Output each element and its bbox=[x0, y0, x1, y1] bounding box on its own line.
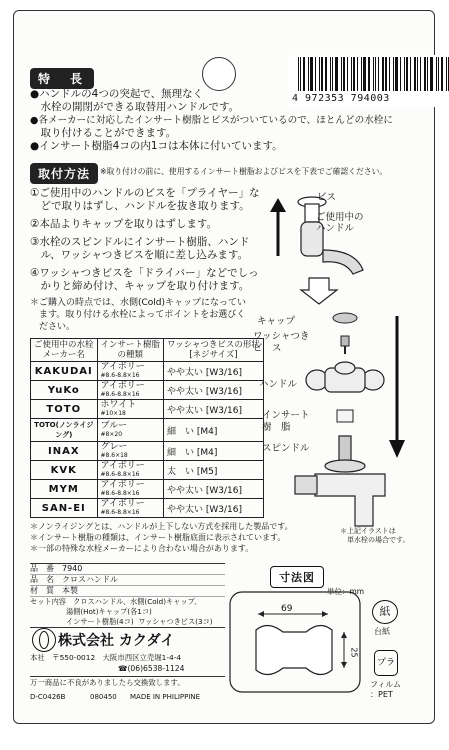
barcode-bar bbox=[427, 57, 428, 91]
barcode-bar bbox=[389, 57, 390, 91]
illustration-note: ＊上記イラストは 単水栓の場合です。 bbox=[340, 527, 410, 544]
barcode-bar bbox=[438, 57, 439, 91]
cell-maker: YuKo bbox=[31, 381, 98, 400]
barcode-bar bbox=[414, 57, 416, 91]
install-heading: 取付方法 bbox=[30, 163, 98, 184]
barcode-bar bbox=[410, 57, 411, 91]
cap-part bbox=[333, 313, 357, 323]
resin-color: アイボリー bbox=[100, 499, 145, 509]
install-step: ル、ワッシャつきビスを順に差し込みます。 bbox=[30, 249, 249, 261]
header-maker: ご使用中の水栓 メーカー名 bbox=[31, 339, 98, 362]
cell-resin bbox=[97, 461, 164, 480]
resin-color: グレー bbox=[100, 442, 128, 452]
barcode-bar bbox=[335, 57, 338, 91]
table-row bbox=[31, 499, 264, 518]
table-row bbox=[31, 480, 264, 499]
cell-screw: やや太い [W3/16] bbox=[164, 362, 264, 381]
company-logo-icon bbox=[32, 628, 56, 652]
install-note: ※取り付けの前に、使用するインサート樹脂およびビスを下表でご確認ください。 bbox=[100, 167, 388, 176]
label-washer-screw: ワッシャつき ビ ス bbox=[253, 331, 310, 354]
cell-screw: やや太い [W3/16] bbox=[164, 499, 264, 518]
resin-color: ホワイト bbox=[100, 400, 137, 410]
barcode-bar bbox=[298, 57, 299, 91]
lot-code: 080450 bbox=[90, 693, 117, 701]
product-code: D-C0426B bbox=[30, 693, 66, 701]
purchase-note: ださい。 bbox=[30, 322, 76, 332]
cell-resin bbox=[97, 499, 164, 518]
features-line: 水栓の開閉ができる取替用ハンドルです。 bbox=[30, 101, 240, 113]
resin-size: #8.6×18 bbox=[100, 452, 128, 459]
install-step: どで取りはずし、ハンドルを抜き取ります。 bbox=[30, 200, 250, 212]
barcode-bar bbox=[303, 57, 305, 91]
table-row bbox=[31, 400, 264, 419]
resin-color: ブルー bbox=[100, 421, 128, 431]
resin-size: #10×18 bbox=[100, 410, 126, 417]
note-line: ＊一部の特殊な水栓メーカーにより合わない場合があります。 bbox=[30, 544, 254, 553]
resin-color: アイボリー bbox=[100, 362, 145, 372]
features-line: ●インサート樹脂4コの内1コは本体に付いています。 bbox=[30, 140, 283, 152]
resin-color: アイボリー bbox=[100, 461, 145, 471]
barcode-bar bbox=[357, 57, 358, 91]
cell-maker: INAX bbox=[31, 442, 98, 461]
info-row: 湯側(Hot)キャップ(各1コ) bbox=[30, 607, 152, 616]
barcode-bar bbox=[395, 57, 398, 91]
company-tel: ☎(06)6538-1124 bbox=[118, 664, 185, 673]
cell-screw: 細 い [M4] bbox=[164, 442, 264, 461]
info-row: 材 質 本製 bbox=[30, 586, 225, 597]
barcode-bar bbox=[446, 57, 447, 91]
barcode-bar bbox=[393, 57, 394, 91]
barcode-bar bbox=[343, 57, 345, 91]
barcode-bar bbox=[347, 57, 348, 91]
dimensions-heading: 寸法図 bbox=[270, 566, 324, 588]
cell-resin bbox=[97, 442, 164, 461]
warranty-note: 万一商品に不良がありましたら交換致します。 bbox=[30, 676, 225, 688]
barcode bbox=[288, 55, 438, 107]
table-row bbox=[31, 362, 264, 381]
barcode-bar bbox=[382, 57, 384, 91]
barcode-bar bbox=[361, 57, 362, 91]
cell-resin bbox=[97, 480, 164, 499]
barcode-bar bbox=[373, 57, 374, 91]
plastic-recycle-label: プラ bbox=[376, 658, 395, 668]
resin-size: #8.6-8.8×16 bbox=[100, 490, 140, 497]
cell-screw: やや太い [W3/16] bbox=[164, 480, 264, 499]
purchase-note: ます。取り付ける水栓によってポイントをお選びく bbox=[30, 310, 246, 320]
install-step: ④ワッシャつきビスを「ドライバー」などでしっ bbox=[30, 267, 259, 279]
note-line: ＊インサート樹脂の種類は、インサート樹脂底面に表示されています。 bbox=[30, 533, 286, 542]
dimension-drawing bbox=[228, 590, 363, 695]
barcode-bar bbox=[332, 57, 333, 91]
barcode-bar bbox=[308, 57, 309, 91]
resin-size: #8.6-8.8×16 bbox=[100, 509, 140, 516]
features-line: 取り付けることができます。 bbox=[30, 127, 177, 139]
resin-size: #8.6-8.8×16 bbox=[100, 391, 140, 398]
cell-screw: 細 い [M4] bbox=[164, 419, 264, 442]
barcode-bar bbox=[363, 57, 366, 91]
install-step: ③水栓のスピンドルにインサート樹脂、ハンド bbox=[30, 236, 250, 248]
cell-maker: TOTO(ノンライジング) bbox=[31, 419, 98, 442]
barcode-bar bbox=[375, 57, 376, 91]
barcode-number: 4 972353 794003 bbox=[292, 93, 390, 104]
resin-size: #8×20 bbox=[100, 431, 123, 438]
resin-color: アイボリー bbox=[100, 381, 145, 391]
header-resin: インサート樹脂 の種類 bbox=[97, 339, 164, 362]
barcode-bar bbox=[441, 57, 443, 91]
features-heading: 特 長 bbox=[30, 68, 94, 89]
label-bis: ビス bbox=[317, 192, 337, 203]
table-row bbox=[31, 461, 264, 480]
info-row: 品 名 クロスハンドル bbox=[30, 575, 225, 586]
label-spindle: スピンドル bbox=[262, 443, 310, 454]
features-line: ●ハンドルの4つの突起で、無理なく bbox=[30, 88, 204, 100]
barcode-bar bbox=[353, 57, 355, 91]
barcode-bar bbox=[436, 57, 437, 91]
plastic-caption: フィルム ：PET bbox=[370, 680, 402, 699]
label-handle: ハンドル bbox=[259, 379, 298, 390]
hanging-hole bbox=[202, 57, 236, 91]
product-info bbox=[30, 563, 225, 628]
dimensions-unit: 単位：mm bbox=[327, 587, 365, 596]
barcode-bar bbox=[404, 57, 405, 91]
compatibility-table bbox=[30, 338, 264, 518]
barcode-bar bbox=[385, 57, 387, 91]
barcode-bar bbox=[341, 57, 342, 91]
barcode-bar bbox=[315, 57, 316, 91]
dimension-height: 25 bbox=[349, 647, 359, 658]
barcode-bar bbox=[420, 57, 421, 91]
table-row bbox=[31, 442, 264, 461]
label-insert-resin: インサート 樹 脂 bbox=[262, 410, 310, 433]
header-screw: ワッシャつきビスの形状 [ネジサイズ] bbox=[164, 339, 264, 362]
cell-resin bbox=[97, 419, 164, 442]
table-header-row bbox=[31, 339, 264, 362]
plastic-recycle-icon bbox=[374, 650, 398, 676]
cell-maker: TOTO bbox=[31, 400, 98, 419]
barcode-bar bbox=[368, 57, 370, 91]
cell-screw: 太 い [M5] bbox=[164, 461, 264, 480]
features-line: ●各メーカーに対応したインサート樹脂とビスがついているので、ほとんどの水栓に bbox=[30, 115, 393, 126]
cell-resin bbox=[97, 362, 164, 381]
insert-resin-part bbox=[337, 410, 353, 422]
down-arrow-outline-icon bbox=[301, 278, 337, 304]
company-name: 株式会社 カクダイ bbox=[58, 633, 175, 649]
cell-maker: MYM bbox=[31, 480, 98, 499]
long-down-arrow-icon bbox=[389, 316, 405, 458]
cell-resin bbox=[97, 381, 164, 400]
install-step: ①ご使用中のハンドルのビスを「プライヤー」な bbox=[30, 187, 260, 199]
barcode-bar bbox=[319, 57, 320, 91]
cell-maker: KAKUDAI bbox=[31, 362, 98, 381]
cell-screw: やや太い [W3/16] bbox=[164, 400, 264, 419]
barcode-bar bbox=[424, 57, 426, 91]
barcode-bar bbox=[310, 57, 313, 91]
install-step: ②本品よりキャップを取りはずします。 bbox=[30, 218, 218, 230]
info-row: インサート樹脂(4コ) ワッシャつきビス(3コ) bbox=[30, 617, 225, 628]
info-row: セット内容 クロスハンドル、水側(Cold)キャップ、 bbox=[30, 597, 202, 606]
barcode-bar bbox=[300, 57, 301, 91]
paper-recycle-label: 紙 bbox=[379, 605, 391, 618]
barcode-bars bbox=[298, 57, 449, 91]
washer-screw-part bbox=[341, 336, 349, 354]
barcode-bar bbox=[417, 57, 418, 91]
cell-screw: やや太い [W3/16] bbox=[164, 381, 264, 400]
table-row bbox=[31, 419, 264, 442]
paper-recycle-icon bbox=[372, 600, 398, 624]
cell-resin bbox=[97, 400, 164, 419]
barcode-bar bbox=[325, 57, 327, 91]
label-cap: キャップ bbox=[257, 316, 296, 327]
info-row: 品 番 7940 bbox=[30, 564, 225, 575]
cell-maker: KVK bbox=[31, 461, 98, 480]
resin-size: #8.6-8.8×16 bbox=[100, 372, 140, 379]
purchase-note: ＊ご購入の時点では、水側(Cold)キャップになってい bbox=[30, 298, 247, 308]
barcode-bar bbox=[351, 57, 352, 91]
upward-arrow-icon bbox=[270, 198, 286, 256]
cross-handle-part bbox=[306, 362, 384, 392]
resin-size: #8.6-8.8×16 bbox=[100, 471, 140, 478]
made-in: MADE IN PHILIPPINE bbox=[130, 693, 201, 701]
resin-color: アイボリー bbox=[100, 480, 145, 490]
top-faucet-illustration bbox=[298, 197, 363, 274]
company-address: 本社 〒550-0012 大阪市西区立売堀1-4-4 bbox=[30, 653, 182, 662]
paper-caption: 台紙 bbox=[374, 627, 390, 636]
label-current-handle: ご使用中の ハンドル bbox=[316, 212, 364, 234]
barcode-bar bbox=[430, 57, 433, 91]
barcode-bar bbox=[378, 57, 379, 91]
note-line: ＊ノンライジングとは、ハンドルが上下しない方式を採用した製品です。 bbox=[30, 522, 293, 531]
cell-maker: SAN-EI bbox=[31, 499, 98, 518]
install-step: かりと締め付け、キャップを取り付けます。 bbox=[30, 280, 250, 292]
barcode-bar bbox=[406, 57, 408, 91]
table-row bbox=[31, 381, 264, 400]
barcode-bar bbox=[400, 57, 401, 91]
barcode-bar bbox=[330, 57, 331, 91]
dimension-width: 69 bbox=[281, 604, 293, 614]
barcode-bar bbox=[321, 57, 323, 91]
